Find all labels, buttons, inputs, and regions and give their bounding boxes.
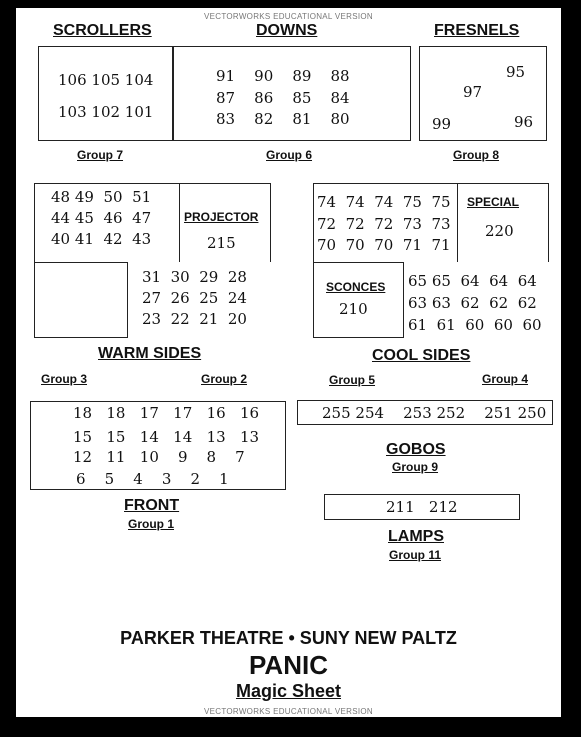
downs-row-3: 83 82 81 80 (216, 110, 350, 128)
watermark-top: VECTORWORKS EDUCATIONAL VERSION (203, 12, 374, 21)
fresnels-group: Group 8 (453, 148, 500, 162)
warm-top-left (35, 184, 180, 263)
front-box (30, 401, 286, 490)
warm-bottom-row-1: 31 30 29 28 (142, 268, 247, 286)
cool-top-row-2: 72 72 72 73 73 (317, 215, 451, 233)
downs-title: DOWNS (256, 22, 318, 39)
downs-box (173, 46, 411, 141)
front-row-3: 12 11 10 9 8 7 (73, 448, 245, 466)
fresnel-99: 99 (432, 115, 452, 133)
lamps-group: Group 11 (389, 548, 442, 562)
sconces-value: 210 (339, 300, 368, 318)
scrollers-row-1: 106 105 104 (58, 71, 154, 89)
warm-group-left: Group 3 (41, 372, 88, 386)
scrollers-group: Group 7 (77, 148, 124, 162)
downs-group: Group 6 (266, 148, 313, 162)
cool-group-left: Group 5 (329, 373, 376, 387)
lamps-box (324, 494, 520, 520)
magic-sheet-subtitle: Magic Sheet (235, 681, 342, 701)
scrollers-row-2: 103 102 101 (58, 103, 154, 121)
downs-row-1: 91 90 89 88 (216, 67, 350, 85)
warm-bottom-row-3: 23 22 21 20 (142, 310, 247, 328)
cool-bottom-row-2: 63 63 62 62 62 (408, 294, 537, 312)
warm-top-row-2: 44 45 46 47 (51, 209, 152, 227)
cool-bottom-row-1: 65 65 64 64 64 (408, 272, 537, 290)
gobos-group: Group 9 (392, 460, 439, 474)
gobos-row: 255 254 253 252 251 250 (322, 404, 547, 422)
warm-bottom-right (127, 262, 271, 338)
gobos-box (297, 400, 553, 425)
front-row-2: 15 15 14 14 13 13 (73, 428, 260, 446)
special-label: SPECIAL (467, 195, 520, 209)
warm-group-right: Group 2 (201, 372, 248, 386)
fresnel-96: 96 (514, 113, 534, 131)
fresnel-97: 97 (463, 83, 483, 101)
cool-bottom-row-3: 61 61 60 60 60 (408, 316, 542, 334)
lamps-row: 211 212 (386, 498, 458, 516)
fresnels-box (419, 46, 547, 141)
cool-top-row-3: 70 70 70 71 71 (317, 236, 451, 254)
cool-bottom-right (403, 262, 549, 338)
fresnel-95: 95 (506, 63, 526, 81)
warm-bottom-row-2: 27 26 25 24 (142, 289, 247, 307)
front-row-4: 6 5 4 3 2 1 (76, 470, 229, 488)
cool-sides-box (313, 183, 549, 338)
gobos-title: GOBOS (386, 441, 446, 458)
lamps-title: LAMPS (388, 528, 444, 545)
venue-line: PARKER THEATRE • SUNY NEW PALTZ (120, 628, 457, 648)
front-row-1: 18 18 17 17 16 16 (73, 404, 260, 422)
warm-top-row-1: 48 49 50 51 (51, 188, 152, 206)
cool-top-row-1: 74 74 74 75 75 (317, 193, 451, 211)
downs-row-2: 87 86 85 84 (216, 89, 350, 107)
fresnels-title: FRESNELS (434, 22, 520, 39)
sconces-label: SCONCES (326, 280, 386, 294)
show-title: PANIC (249, 650, 328, 680)
projector-label: PROJECTOR (184, 210, 259, 224)
warm-sides-title: WARM SIDES (98, 345, 202, 362)
projector-value: 215 (207, 234, 236, 252)
cool-sides-title: COOL SIDES (372, 347, 471, 364)
cool-top-left (314, 184, 458, 263)
scrollers-box (38, 46, 173, 141)
cool-group-right: Group 4 (482, 372, 529, 386)
watermark-bottom: VECTORWORKS EDUCATIONAL VERSION (203, 707, 374, 716)
front-group: Group 1 (128, 517, 175, 531)
special-value: 220 (485, 222, 514, 240)
scrollers-title: SCROLLERS (53, 22, 152, 39)
warm-top-row-3: 40 41 42 43 (51, 230, 152, 248)
front-title: FRONT (124, 497, 180, 514)
warm-sides-box (34, 183, 271, 338)
magic-sheet-page (14, 6, 563, 719)
